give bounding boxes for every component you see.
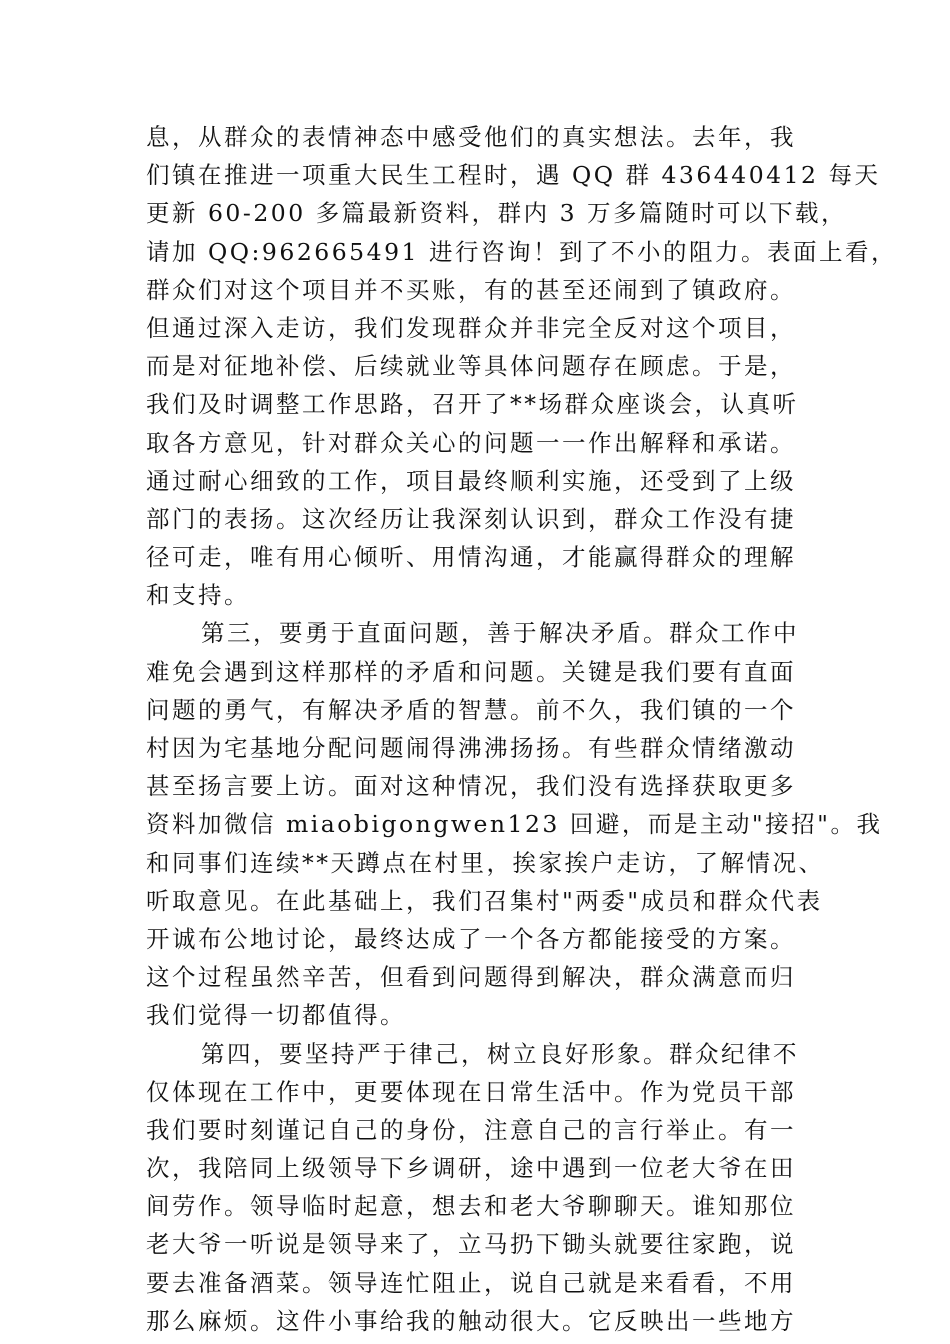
- text-line: 我们要时刻谨记自己的身份，注意自己的言行举止。有一: [146, 1115, 796, 1144]
- text-line: 听取意见。在此基础上，我们召集村"两委"成员和群众代表: [146, 886, 823, 915]
- text-line: 资料加微信 miaobigongwen123 回避，而是主动"接招"。我: [146, 810, 883, 839]
- text-line: 们镇在推进一项重大民生工程时，遇 QQ 群 436440412 每天: [146, 161, 881, 190]
- text-line: 老大爷一听说是领导来了，立马扔下锄头就要往家跑，说: [146, 1230, 796, 1259]
- text-line: 请加 QQ:962665491 进行咨询！到了不小的阻力。表面上看，: [146, 237, 897, 266]
- text-line: 间劳作。领导临时起意，想去和老大爷聊聊天。谁知那位: [146, 1192, 796, 1221]
- text-line: 次，我陪同上级领导下乡调研，途中遇到一位老大爷在田: [146, 1154, 796, 1183]
- text-line: 问题的勇气，有解决矛盾的智慧。前不久，我们镇的一个: [146, 695, 796, 724]
- text-line: 取各方意见，针对群众关心的问题一一作出解释和承诺。: [146, 428, 796, 457]
- text-line: 甚至扬言要上访。面对这种情况，我们没有选择获取更多: [146, 772, 796, 801]
- text-line: 而是对征地补偿、后续就业等具体问题存在顾虑。于是，: [146, 352, 796, 381]
- text-line: 那么麻烦。这件小事给我的触动很大。它反映出一些地方: [146, 1306, 796, 1335]
- paragraph-start-line: 第四，要坚持严于律己，树立良好形象。群众纪律不: [201, 1039, 799, 1068]
- text-line: 通过耐心细致的工作，项目最终顺利实施，还受到了上级: [146, 466, 796, 495]
- text-line: 我们觉得一切都值得。: [146, 1001, 406, 1030]
- text-line: 难免会遇到这样那样的矛盾和问题。关键是我们要有直面: [146, 657, 796, 686]
- text-line: 和支持。: [146, 581, 250, 610]
- document-body: [146, 118, 897, 1340]
- text-line: 更新 60-200 多篇最新资料，群内 3 万多篇随时可以下载，: [146, 199, 848, 228]
- text-line: 部门的表扬。这次经历让我深刻认识到，群众工作没有捷: [146, 504, 796, 533]
- text-line: 这个过程虽然辛苦，但看到问题得到解决，群众满意而归: [146, 963, 796, 992]
- text-line: 息，从群众的表情神态中感受他们的真实想法。去年，我: [146, 123, 796, 151]
- text-line: 村因为宅基地分配问题闹得沸沸扬扬。有些群众情绪激动: [146, 734, 796, 762]
- text-line: 和同事们连续**天蹲点在村里，挨家挨户走访，了解情况、: [146, 848, 825, 877]
- paragraph-start-line: 第三，要勇于直面问题，善于解决矛盾。群众工作中: [201, 619, 799, 648]
- text-line: 径可走，唯有用心倾听、用情沟通，才能赢得群众的理解: [146, 543, 796, 572]
- text-line: 但通过深入走访，我们发现群众并非完全反对这个项目，: [146, 313, 796, 342]
- text-line: 开诚布公地讨论，最终达成了一个各方都能接受的方案。: [146, 924, 796, 953]
- text-line: 我们及时调整工作思路，召开了**场群众座谈会，认真听: [146, 390, 799, 419]
- text-line: 仅体现在工作中，更要体现在日常生活中。作为党员干部: [146, 1077, 796, 1106]
- text-line: 群众们对这个项目并不买账，有的甚至还闹到了镇政府。: [146, 275, 796, 304]
- text-line: 要去准备酒菜。领导连忙阻止，说自己就是来看看，不用: [146, 1268, 796, 1297]
